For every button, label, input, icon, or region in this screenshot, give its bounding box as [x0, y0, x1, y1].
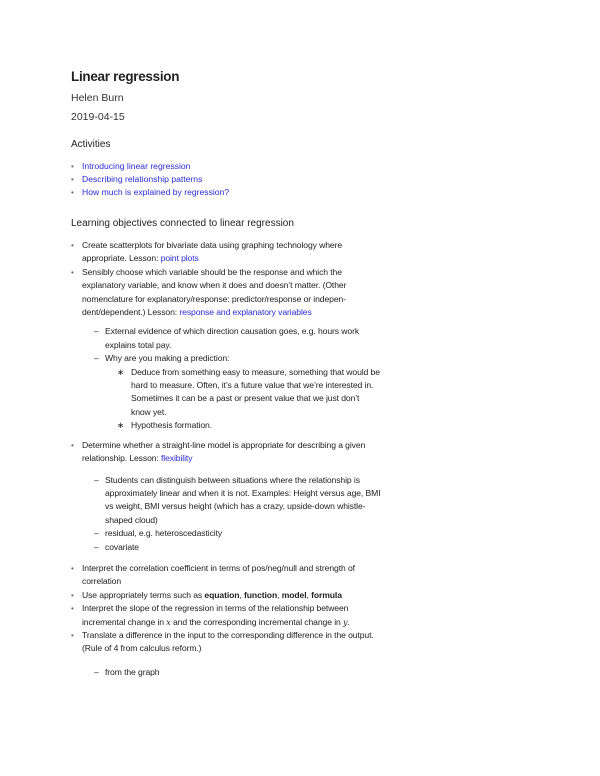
date: 2019-04-15	[71, 111, 125, 123]
objectives-list	[71, 239, 381, 685]
page-title: Linear regression	[71, 69, 180, 84]
sub-item-text: Students can distinguish between situations where the relationship is approximately linear and when it is not. Examples: Height versus age, BMI vs weight, BMI versus height (which has a crazy, upside-down whistle-shaped cloud)	[105, 474, 381, 525]
objective-text: Determine whether a straight-line model is appropriate for describing a given relationship. Lesson:	[82, 439, 366, 464]
sub-item	[94, 474, 381, 528]
bullet-icon: •	[71, 604, 74, 614]
dash-icon: –	[94, 541, 99, 552]
objective-text: Create scatterplots for bivariate data using graphing technology where appropriate. Lesson:	[82, 240, 343, 264]
objective-text: Sensibly choose which variable should be the response and which the explanatory variable, and know when it does and doesn’t matter. (Other nomenclature for explanatory/response: predictor/response or indepen-dent/dependent.) Lesson:	[82, 266, 347, 318]
period: .	[347, 616, 350, 627]
objective-text: and the corresponding incremental change in	[170, 616, 343, 627]
objective-text: Translate a difference in the input to the corresponding difference in the output. (Rule of 4 from calculus reform.)	[82, 629, 374, 654]
sub-sub-item	[117, 366, 381, 420]
term-model: model	[281, 589, 307, 600]
sub-item	[94, 666, 381, 679]
link-response-and-explanatory-variables[interactable]: response and explanatory variables	[179, 307, 312, 318]
list-item	[71, 602, 381, 629]
math-y: y	[342, 617, 348, 627]
sub-item-text: covariate	[105, 541, 139, 552]
sub-item-text: External evidence of which direction causation goes, e.g. hours work explains total pay.	[105, 326, 360, 350]
bullet-icon: •	[71, 267, 74, 277]
bullet-icon: •	[71, 590, 74, 600]
link-how-much-is-explained[interactable]: How much is explained by regression?	[82, 187, 230, 197]
separator: ,	[277, 589, 282, 600]
sub-item	[94, 325, 381, 352]
objectives-heading: Learning objectives connected to linear regression	[71, 218, 294, 229]
sub-item	[94, 352, 381, 432]
activities-heading: Activities	[71, 139, 111, 150]
sub-item	[94, 527, 381, 540]
dash-icon: –	[94, 474, 99, 485]
list-item	[71, 239, 381, 266]
link-flexibility[interactable]: flexibility	[161, 453, 193, 464]
list-item	[71, 562, 381, 589]
bullet-icon: •	[71, 440, 74, 450]
list-item	[71, 266, 381, 433]
sub-sub-item	[117, 419, 381, 432]
objective-text: Use appropriately terms such as	[82, 589, 205, 600]
list-item	[71, 160, 229, 173]
term-function: function	[244, 589, 278, 600]
separator: ,	[306, 589, 312, 600]
dash-icon: –	[94, 326, 99, 337]
separator: ,	[239, 589, 245, 600]
list-item	[71, 186, 229, 199]
bullet-icon: •	[71, 162, 74, 171]
sub-item	[94, 541, 381, 554]
link-point-plots[interactable]: point plots	[160, 253, 199, 264]
list-item	[71, 629, 381, 679]
math-x: x	[166, 617, 171, 627]
activities-list	[71, 160, 229, 199]
dash-icon: –	[94, 353, 99, 364]
term-equation: equation	[204, 589, 240, 600]
list-item	[71, 173, 229, 186]
bullet-icon: •	[71, 241, 74, 250]
sub-sub-item-text: Deduce from something easy to measure, something that would be hard to measure. Often, it’s a future value that we’re interested in. Sometimes it can be a past or present value that we just don’t know yet.	[131, 366, 380, 417]
dash-icon: –	[94, 528, 99, 539]
term-formula: formula	[311, 589, 342, 600]
author: Helen Burn	[71, 92, 124, 104]
link-describing-relationship-patterns[interactable]: Describing relationship patterns	[82, 174, 203, 184]
bullet-icon: •	[71, 563, 74, 573]
sub-item-text: Why are you making a prediction:	[105, 353, 230, 364]
objective-text: Interpret the correlation coefficient in terms of pos/neg/null and strength of correlation	[82, 562, 355, 587]
list-item	[71, 589, 381, 602]
bullet-icon: •	[71, 175, 74, 184]
dash-icon: –	[94, 666, 99, 677]
sub-sub-item-text: Hypothesis formation.	[131, 420, 213, 431]
bullet-icon: •	[71, 188, 74, 197]
star-icon: ∗	[117, 420, 125, 431]
list-item	[71, 439, 381, 554]
bullet-icon: •	[71, 630, 74, 640]
link-introducing-linear-regression[interactable]: Introducing linear regression	[82, 161, 191, 171]
objective-text: Interpret the slope of the regression in terms of the relationship between incremental change in	[82, 603, 349, 627]
sub-item-text: from the graph	[105, 666, 160, 677]
star-icon: ∗	[117, 366, 125, 377]
sub-item-text: residual, e.g. heteroscedasticity	[105, 528, 223, 539]
